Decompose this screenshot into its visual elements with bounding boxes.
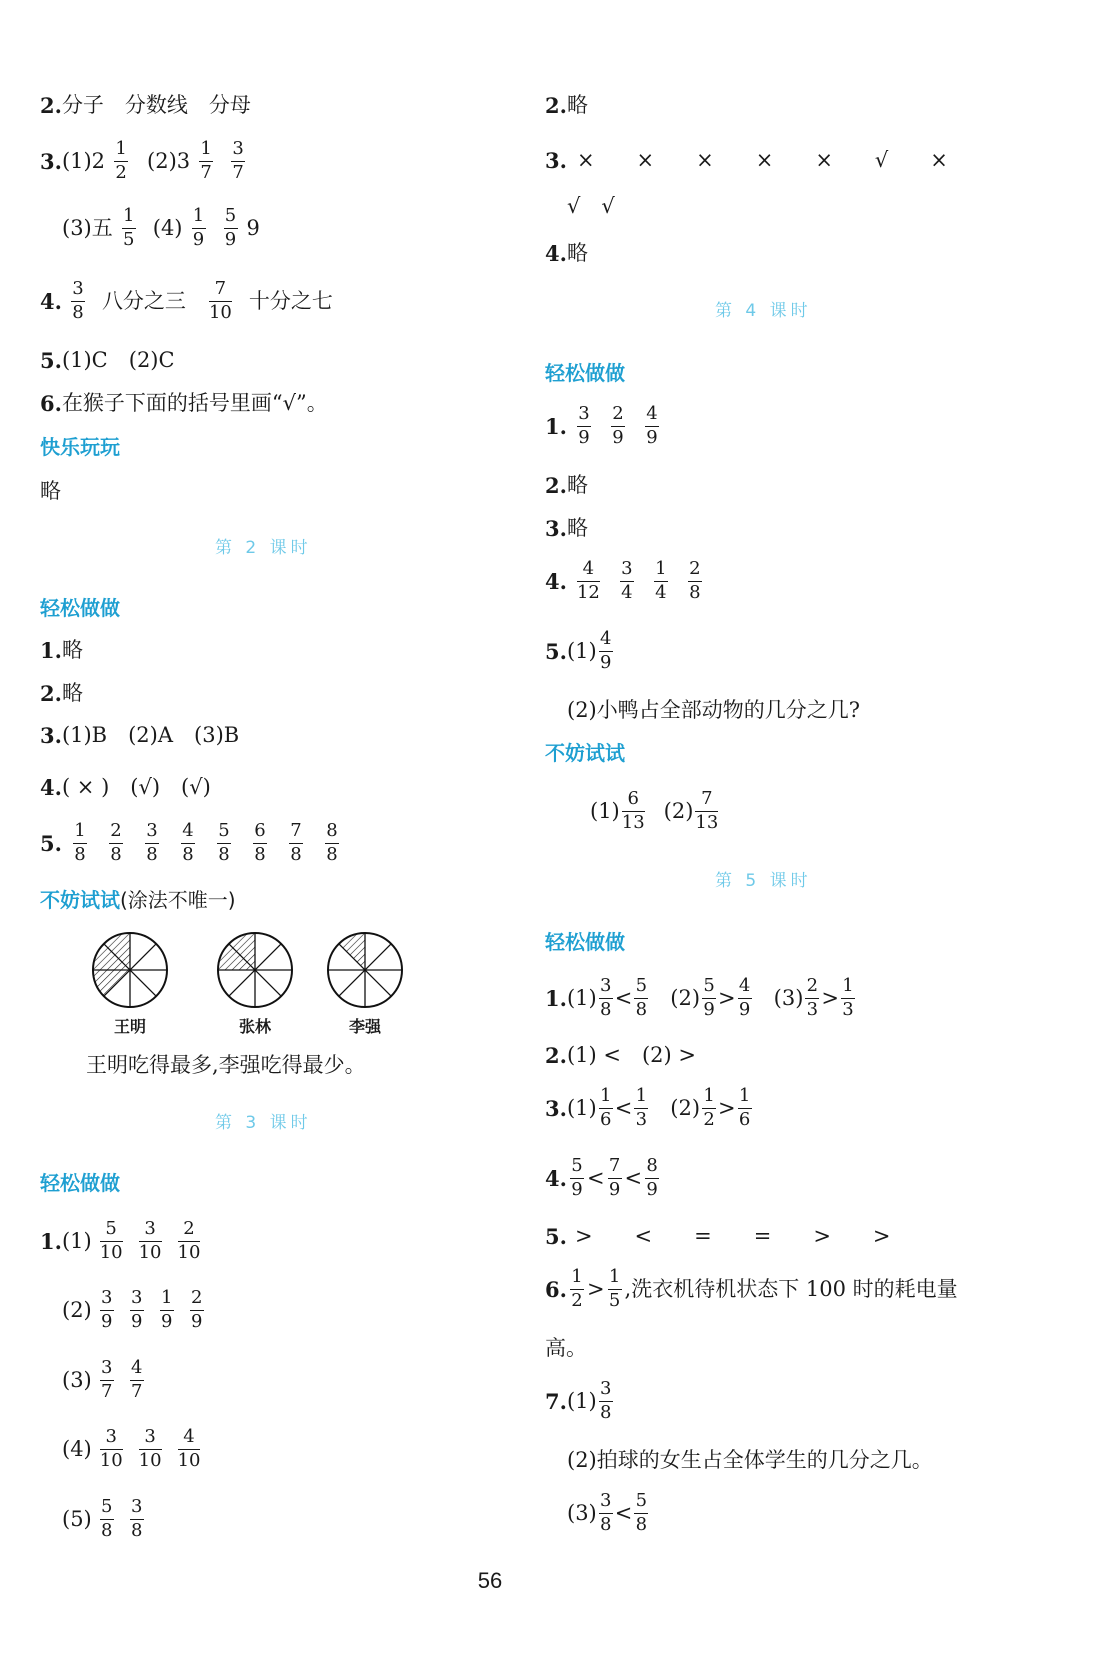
fraction: 5 8	[635, 975, 648, 1020]
shaded-sector	[93, 970, 130, 996]
fraction: 3 7	[101, 1357, 113, 1402]
fraction: 3 9	[101, 1287, 113, 1332]
fraction: 3 10	[138, 1218, 162, 1263]
answer-3b: (3)五 1 5 (4) 1 9 5 9 9	[62, 205, 260, 250]
fraction: 2 8	[110, 820, 122, 865]
fraction: 1 3	[842, 975, 854, 1020]
lesson5-answer-6: 6. 1 2 > 1 5 ,洗衣机待机状态下 100 时的耗电量	[545, 1266, 958, 1311]
fraction: 5 9	[224, 205, 237, 250]
answer-6: 6. 在猴子下面的括号里画“√”。	[40, 391, 328, 416]
section-heading-try-2: 不妨试试 (涂法不唯一)	[40, 888, 236, 912]
fraction: 5 8	[101, 1496, 113, 1541]
lesson4-answer-5b: (2)小鸭占全部动物的几分之几?	[567, 698, 861, 722]
fraction: 4 7	[131, 1357, 143, 1402]
lesson3-answer-1-5: (5) 5 8 3 8	[62, 1496, 143, 1541]
fraction: 1 4	[655, 558, 667, 603]
fraction: 3 8	[72, 278, 84, 323]
pie-circle	[90, 930, 170, 1010]
answer-r3b: √ √	[567, 194, 615, 218]
shaded-sector	[339, 933, 365, 970]
lesson-title-5: 第 5 课时	[715, 871, 812, 891]
fraction: 1 7	[200, 138, 212, 183]
fraction: 3 9	[131, 1287, 143, 1332]
fraction: 1 2	[703, 1085, 715, 1130]
fraction: 7 10	[208, 278, 232, 323]
lesson3-answer-1-1: 1. (1) 5 10 3 10 2 10	[40, 1218, 201, 1263]
pie-figure	[325, 930, 405, 1037]
pie-circle	[215, 930, 295, 1010]
fraction: 5 8	[635, 1490, 648, 1535]
lesson4-answer-1: 1. 3 9 2 9 4 9	[545, 403, 658, 448]
lesson4-answer-4: 4. 4 12 3 4 1 4 2 8	[545, 558, 701, 603]
fraction: 2 9	[612, 403, 624, 448]
fraction: 3 8	[146, 820, 158, 865]
lesson5-answer-3: 3. (1) 1 6 < 1 3 (2) 1 2 > 1 6	[545, 1085, 751, 1130]
lesson5-answer-4: 4. 5 9 < 7 9 < 8 9	[545, 1155, 658, 1200]
fraction: 3 9	[578, 403, 590, 448]
fraction: 1 5	[608, 1266, 621, 1311]
fraction: 2 3	[806, 975, 819, 1020]
fraction: 3 10	[99, 1426, 123, 1471]
lesson-title-4: 第 4 课时	[715, 301, 812, 321]
lesson5-answer-7c: (3) 3 8 < 5 8	[567, 1490, 648, 1535]
pie-figure	[215, 930, 295, 1037]
answer-3a: 3. (1)2 1 2 (2)3 1 7 3 7	[40, 138, 244, 183]
fraction: 7 8	[290, 820, 302, 865]
fraction: 4 10	[177, 1426, 201, 1471]
lesson4-answer-3: 3. 略	[545, 516, 588, 541]
pie-figure	[90, 930, 170, 1037]
fraction: 1 3	[635, 1085, 648, 1130]
fraction: 1 6	[599, 1085, 612, 1130]
fraction: 7 9	[608, 1155, 621, 1200]
fraction: 7 13	[695, 788, 719, 833]
fraction: 8 8	[326, 820, 338, 865]
lesson3-answer-1-3: (3) 3 7 4 7	[62, 1357, 143, 1402]
fraction: 8 9	[646, 1155, 658, 1200]
answer-r3a: 3. × × × × × √ ×	[545, 148, 948, 173]
answer-r2: 2. 略	[545, 93, 588, 118]
fraction: 4 9	[646, 403, 658, 448]
section-heading-easy-4: 轻松做做	[545, 361, 625, 385]
fraction: 4 9	[738, 975, 751, 1020]
lesson4-answer-5: 5. (1) 4 9	[545, 628, 612, 673]
lesson2-answer-3: 3. (1)B (2)A (3)B	[40, 723, 240, 748]
lesson5-answer-5: 5. > < = = > >	[545, 1224, 891, 1249]
fraction: 3 7	[232, 138, 244, 183]
fraction: 1 9	[161, 1287, 173, 1332]
fraction: 5 9	[571, 1155, 583, 1200]
fraction: 3 8	[131, 1496, 143, 1541]
pie-label: 王明	[113, 1017, 146, 1036]
fraction: 5 8	[218, 820, 230, 865]
pie-circle	[325, 930, 405, 1010]
section-heading-play: 快乐玩玩	[40, 435, 120, 459]
fraction: 3 8	[599, 975, 612, 1020]
fraction: 2 10	[177, 1218, 201, 1263]
lesson4-answer-2: 2. 略	[545, 473, 588, 498]
section-heading-try-4: 不妨试试	[545, 741, 625, 765]
answer-2: 2. 分子 分数线 分母	[40, 93, 251, 118]
fraction: 2 9	[191, 1287, 203, 1332]
lesson2-answer-1: 1. 略	[40, 638, 83, 663]
lesson5-answer-1: 1. (1) 3 8 < 5 8 (2) 5 9 > 4 9 (3) 2 3 > 1 3	[545, 975, 854, 1020]
answer-5: 5. (1)C (2)C	[40, 348, 175, 373]
fraction: 6 8	[254, 820, 266, 865]
fraction: 4 8	[182, 820, 194, 865]
answer-4: 4. 3 8 八分之三 7 10 十分之七	[40, 278, 333, 323]
fraction: 3 8	[599, 1378, 612, 1423]
lesson5-answer-2: 2. (1) < (2) >	[545, 1043, 696, 1068]
lesson2-answer-5: 5. 1 8 2 8 3 8 4 8 5 8 6 8 7 8 8 8	[40, 820, 338, 865]
lesson5-answer-6b: 高。	[545, 1336, 587, 1360]
lesson5-answer-7b: (2)拍球的女生占全体学生的几分之几。	[567, 1448, 933, 1472]
fraction: 6 13	[621, 788, 645, 833]
fraction: 3 8	[600, 1490, 612, 1535]
fraction: 1 5	[123, 205, 135, 250]
section-heading-easy-2: 轻松做做	[40, 596, 120, 620]
lesson5-answer-7: 7. (1) 3 8	[545, 1378, 612, 1423]
fraction: 1 2	[571, 1266, 583, 1311]
lesson2-answer-4: 4. ( × ) (√) (√)	[40, 775, 211, 800]
lesson3-answer-1-2: (2) 3 9 3 9 1 9 2 9	[62, 1287, 203, 1332]
pie-label: 李强	[348, 1017, 381, 1036]
lesson-title-3: 第 3 课时	[215, 1113, 312, 1133]
fraction: 4 9	[599, 628, 612, 673]
answer-r4: 4. 略	[545, 241, 588, 266]
fraction: 5 10	[99, 1218, 123, 1263]
fraction: 1 2	[115, 138, 127, 183]
page-number: 56	[477, 1568, 503, 1593]
try2-conclusion: 王明吃得最多,李强吃得最少。	[86, 1053, 366, 1077]
fraction: 5 9	[703, 975, 715, 1020]
lesson-title-2: 第 2 课时	[215, 538, 312, 558]
lesson2-answer-2: 2. 略	[40, 681, 83, 706]
fraction: 1 9	[192, 205, 205, 250]
fraction: 2 8	[689, 558, 701, 603]
fraction: 1 6	[738, 1085, 751, 1130]
play-answer: 略	[40, 479, 61, 503]
fraction: 4 12	[576, 558, 600, 603]
section-heading-easy-5: 轻松做做	[545, 930, 625, 954]
fraction: 3 10	[138, 1426, 162, 1471]
fraction: 3 4	[621, 558, 633, 603]
try4-answers: (1) 6 13 (2) 7 13	[590, 788, 719, 833]
pie-label: 张林	[238, 1017, 271, 1036]
section-heading-easy-3: 轻松做做	[40, 1171, 120, 1195]
fraction: 1 8	[74, 820, 86, 865]
lesson3-answer-1-4: (4) 3 10 3 10 4 10	[62, 1426, 201, 1471]
